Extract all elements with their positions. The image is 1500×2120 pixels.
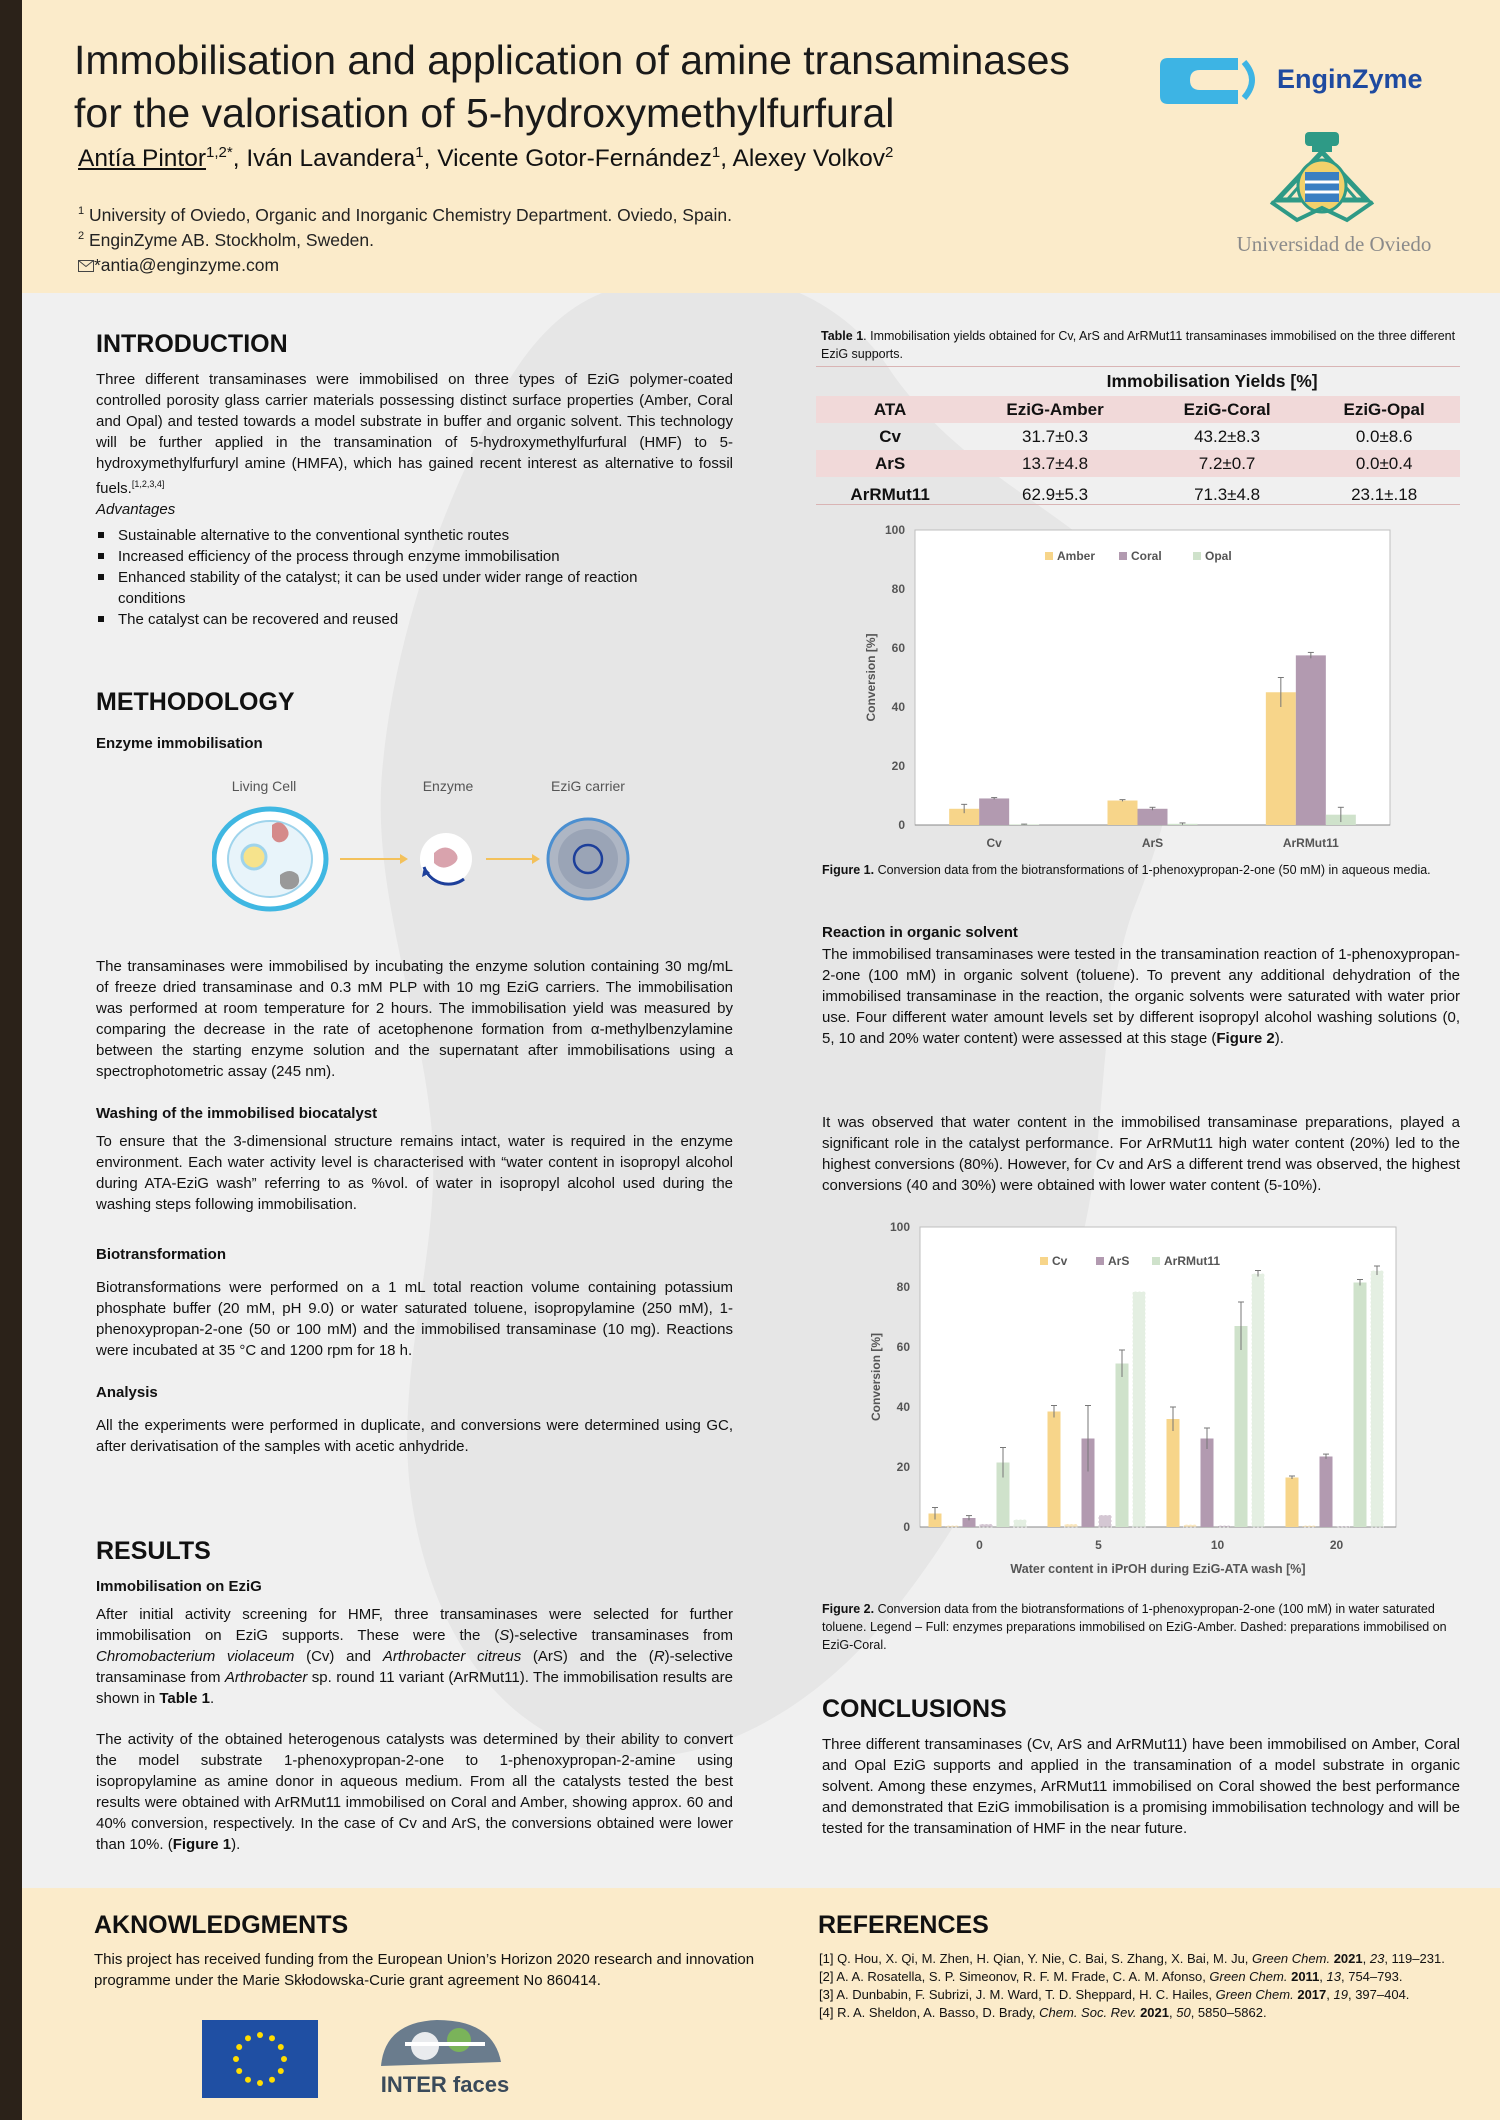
y-tick-label: 40	[896, 1400, 910, 1414]
y-tick-label: 80	[896, 1280, 910, 1294]
legend-swatch	[1040, 1257, 1048, 1265]
immobilisation-scheme	[212, 775, 662, 915]
y-tick-label: 0	[898, 818, 905, 832]
enginzyme-logo-text: EnginZyme	[1277, 64, 1423, 94]
bar-cv-amber	[1286, 1478, 1299, 1528]
eziG-carrier-icon	[548, 819, 628, 899]
legend-label: ArRMut11	[1164, 1254, 1221, 1268]
organic-paragraph-2: It was observed that water content in the immobilised transaminase preparations, played a significant role in the catalyst performance. For ArRMut11 high water content (20%) led to the highest conversions (80%). However, for Cv and ArS a different trend was observed, the highest conversions (40 and 30%) were obtained with lower water content (5-10%).	[822, 1114, 1460, 1194]
legend-swatch	[1193, 552, 1201, 560]
bar-arrmut11-amber	[1116, 1364, 1129, 1528]
list-item: The catalyst can be recovered and reused	[96, 609, 696, 630]
eu-flag-icon	[202, 2020, 318, 2098]
bar-coral	[1138, 809, 1168, 825]
scheme-label-eziG-carrier: EziG carrier	[551, 778, 625, 794]
author-name: Iván Lavandera	[246, 145, 416, 173]
immobilisation-text: The transaminases were immobilised by incubating the enzyme solution containing 30 mg/mL of freeze dried transaminase and 0.3 mM PLP with 10 mg EziG carriers. The immobilisation was performed at room temperature for 2 hours. The immobilisation yield was measured by comparing the decrease in the rate of acetophenone formation from α-methylbenzylamine between the starting enzyme solution and the supernatant after immobilisations using a spectrophotometric assay (245 nm).	[96, 958, 733, 1080]
bar-arrmut11-coral	[1252, 1274, 1265, 1528]
author-name: Antía Pintor	[78, 145, 207, 173]
bar-cv-coral	[1065, 1524, 1078, 1527]
legend-label: Amber	[1057, 549, 1096, 563]
y-tick-label: 0	[903, 1520, 910, 1534]
reference-item: [2] A. A. Rosatella, S. P. Simeonov, R. F. M. Frade, C. A. M. Afonso, Green Chem. 2011, 13, 754–793.	[819, 1969, 1403, 1984]
author-name: Vicente Gotor-Fernández	[437, 145, 712, 173]
legend-swatch	[1119, 552, 1127, 560]
legend-label: Opal	[1205, 549, 1232, 563]
methodology-heading: METHODOLOGY	[96, 688, 295, 716]
bar-amber	[1108, 801, 1138, 825]
legend-swatch	[1096, 1257, 1104, 1265]
y-tick-label: 40	[891, 700, 905, 714]
eu-star	[245, 2077, 251, 2083]
washing-text: To ensure that the 3-dimensional structure remains intact, water is required in the enzyme environment. Each water activity level is characterised with “water content in isopropyl alcohol during ATA-EziG wash” referring to as %vol. of water in isopropyl alcohol used during the washing steps following immobilisation.	[96, 1133, 733, 1213]
legend-swatch	[1152, 1257, 1160, 1265]
bar-arrmut11-coral	[1371, 1271, 1384, 1528]
author-affiliation-mark: 1	[711, 144, 721, 161]
y-tick-label: 20	[891, 759, 905, 773]
bar-amber	[1266, 692, 1296, 825]
title-line-2: for the valorisation of 5-hydroxymethylfurfural	[74, 90, 895, 136]
bar-arrmut11-amber	[1235, 1326, 1248, 1527]
scheme-label-living-cell: Living Cell	[231, 778, 297, 794]
author-affiliation-mark: 2	[885, 144, 894, 161]
bar-cv-coral	[1184, 1525, 1197, 1527]
bar-ars-coral	[1218, 1526, 1231, 1528]
biotransformation-heading: Biotransformation	[96, 1246, 227, 1263]
eu-star	[269, 2035, 275, 2041]
results-heading: RESULTS	[96, 1537, 211, 1565]
legend-label: Cv	[1052, 1254, 1068, 1268]
references-list	[819, 1950, 1499, 2022]
biotransformation-text: Biotransformations were performed on a 1 mL total reaction volume containing potassium phosphate buffer (20 mM, pH 9.0) or water saturated toluene, isopropylamine (250 mM), 1-phenoxypropan-2-one (50 or 100 mM) and the immobilised transaminase (10 mg). Reactions were incubated at 35 °C and 1200 rpm for 18 h.	[96, 1279, 733, 1359]
author-name: Alexey Volkov	[732, 145, 886, 173]
y-axis-label: Conversion [%]	[864, 633, 878, 722]
bar-ars-coral	[980, 1524, 993, 1527]
table1-col-opal: EziG-Opal	[1308, 396, 1460, 423]
conclusions-heading: CONCLUSIONS	[822, 1695, 1007, 1723]
acknowledgments-text: This project has received funding from the European Union’s Horizon 2020 research and innovation programme under the Marie Skłodowska-Curie grant agreement No 860414.	[94, 1951, 755, 1989]
table1-bottom-rule	[816, 504, 1460, 505]
analysis-heading: Analysis	[96, 1384, 158, 1401]
table1-caption: Table 1. Immobilisation yields obtained for Cv, ArS and ArRMut11 transaminases immobilised on the three different EziG supports.	[821, 329, 1456, 361]
eu-star	[257, 2080, 263, 2086]
interfaces-logo-text: INTER faces	[380, 2072, 510, 2097]
x-tick-label: Cv	[986, 836, 1002, 850]
figure1-bar-chart	[850, 520, 1410, 860]
table-row: Cv 31.7±0.3 43.2±8.3 0.0±8.6	[879, 426, 1413, 446]
y-tick-label: 20	[896, 1460, 910, 1474]
table-row: ArS 13.7±4.8 7.2±0.7 0.0±0.4	[816, 450, 1460, 477]
reference-item: [4] R. A. Sheldon, A. Basso, D. Brady, Chem. Soc. Rev. 2021, 50, 5850–5862.	[819, 2005, 1267, 2020]
affiliation-1: $^1$ University of Oviedo, Organic and Inorganic Chemistry Department. Oviedo, Spain.	[78, 205, 732, 225]
advantages-label: Advantages	[96, 501, 176, 518]
university-logo-text: Universidad de Oviedo	[1236, 232, 1432, 256]
eu-star	[245, 2035, 251, 2041]
bar-ars-amber	[1201, 1439, 1214, 1528]
figure2-caption: Figure 2. Conversion data from the biotransformations of 1-phenoxypropan-2-one (100 mM) in water saturated toluene. Legend – Full: enzymes preparations immobilised on EziG-Amber. Dashed: preparations immobilised on EziG-Coral.	[822, 1602, 1447, 1652]
list-item: Sustainable alternative to the conventional synthetic routes	[96, 525, 696, 546]
legend-swatch	[1045, 552, 1053, 560]
envelope-icon	[78, 260, 94, 272]
results-paragraph-1: After initial activity screening for HMF, three transaminases were selected for further immobilisation on EziG supports. These were the (S)-selective transaminases from Chromobacterium violaceum (Cv) and Arthrobacter citreus (ArS) and the (R)-selective transaminase from Arthrobacter sp. round 11 variant (ArRMut11). The immobilisation results are shown in Table 1.	[96, 1606, 734, 1707]
living-cell-icon	[214, 809, 326, 909]
table1-col-ata: ATA	[816, 396, 964, 423]
figure1-caption: Figure 1. Conversion data from the biotransformations of 1-phenoxypropan-2-one (50 mM) in aqueous media.	[822, 863, 1431, 877]
eu-star	[278, 2044, 284, 2050]
advantages-list	[96, 525, 696, 630]
bar-arrmut11-coral	[1133, 1292, 1146, 1528]
eu-star	[269, 2077, 275, 2083]
university-crest-icon	[1257, 130, 1387, 230]
author-affiliation-mark: 1	[415, 144, 424, 161]
acknowledgments-heading: AKNOWLEDGMENTS	[94, 1911, 349, 1939]
bar-coral	[979, 798, 1009, 825]
figure2-bar-chart	[850, 1215, 1410, 1585]
left-accent-bar	[0, 0, 22, 2120]
author-list: Antía Pintor$^{1,2*}$, Iván Lavandera$^1$, Vicente Gotor-Fernández$^1$, Alexey Volkov$^2$	[78, 144, 894, 173]
bar-ars-coral	[1337, 1526, 1350, 1527]
washing-heading: Washing of the immobilised biocatalyst	[96, 1105, 378, 1122]
bar-arrmut11-coral	[1014, 1520, 1027, 1528]
conclusions-text: Three different transaminases (Cv, ArS and ArRMut11) have been immobilised on Amber, Coral and Opal EziG supports and applied in the transamination of a model substrate in organic solvent. Among these enzymes, ArRMut11 immobilised on Coral showed the best performance and demonstrated that EziG immobilisation is a promising immobilisation technology and will be tested for the transamination of HMF in the near future.	[822, 1736, 1460, 1837]
table1-col-amber: EziG-Amber	[964, 396, 1146, 423]
author-affiliation-mark: 1,2*	[206, 144, 233, 161]
y-tick-label: 60	[896, 1340, 910, 1354]
eu-star	[233, 2056, 239, 2062]
x-axis-label: Water content in iPrOH during EziG-ATA wash [%]	[1010, 1562, 1306, 1576]
list-item: Increased efficiency of the process through enzyme immobilisation	[96, 546, 696, 567]
x-tick-label: 20	[1329, 1538, 1344, 1552]
eu-star	[257, 2032, 263, 2038]
interfaces-logo-icon	[375, 2016, 515, 2100]
x-tick-label: ArRMut11	[1282, 836, 1339, 850]
organic-solvent-heading: Reaction in organic solvent	[822, 924, 1018, 941]
immobilisation-yields-table	[816, 366, 1460, 513]
y-tick-label: 60	[891, 641, 905, 655]
x-tick-label: 0	[976, 1538, 983, 1552]
poster-title	[74, 34, 1074, 140]
enginzyme-logo-icon	[1160, 52, 1270, 112]
organic-paragraph-1: The immobilised transaminases were tested in the transamination reaction of 1-phenoxypropan-2-one (100 mM) in organic solvent (toluene). To prevent any additional dehydration of the immobilised transaminase in the reaction, the organic solvents were saturated with water prior use. Four different water amount levels set by different isopropyl alcohol washing solutions (0, 5, 10 and 20% water content) were assessed at this stage (Figure 2).	[822, 946, 1460, 1047]
table-row: ArRMut11 62.9±5.3 71.3±4.8 23.1±.18	[850, 485, 1418, 504]
bar-ars-coral	[1099, 1515, 1112, 1527]
poster-footer	[22, 1888, 1500, 2120]
bar-cv-amber	[1048, 1412, 1061, 1528]
analysis-text: All the experiments were performed in duplicate, and conversions were determined using GC, after derivatisation of the samples with acetic anhydride.	[96, 1417, 733, 1455]
x-tick-label: 5	[1095, 1538, 1102, 1552]
legend-label: ArS	[1108, 1254, 1130, 1268]
y-axis-label: Conversion [%]	[869, 1332, 883, 1422]
y-tick-label: 100	[889, 1220, 910, 1234]
list-item: Enhanced stability of the catalyst; it can be used under wider range of reaction conditions	[96, 567, 696, 609]
bar-cv-coral	[1303, 1526, 1316, 1528]
eu-star	[236, 2044, 242, 2050]
introduction-heading: INTRODUCTION	[96, 330, 288, 358]
bar-arrmut11-amber	[1354, 1283, 1367, 1528]
immobilisation-on-eziG-heading: Immobilisation on EziG	[96, 1578, 262, 1595]
x-tick-label: ArS	[1141, 836, 1164, 850]
eu-star	[278, 2068, 284, 2074]
references-heading: REFERENCES	[818, 1911, 989, 1939]
scheme-label-enzyme: Enzyme	[422, 778, 474, 794]
table1-group-header: Immobilisation Yields [%]	[1106, 370, 1318, 391]
reference-item: [3] A. Dunbabin, F. Subrizi, J. M. Ward, T. D. Sheppard, H. C. Hailes, Green Chem. 2017, 19, 397–404.	[819, 1987, 1410, 2002]
y-tick-label: 100	[884, 523, 905, 537]
bar-ars-amber	[1320, 1457, 1333, 1528]
poster-header	[22, 0, 1500, 293]
bar-cv-amber	[1167, 1419, 1180, 1527]
introduction-text: Three different transaminases were immobilised on three types of EziG polymer-coated controlled porosity glass carrier materials possessing distinct surface properties (Amber, Coral and Opal) and tested towards a model substrate in buffer and organic solvent. This technology will be further applied in the transamination of 5-hydroxymethylfurfural (HMF) to 5-hydroxymethylfurfuryl amine (HMFA), which has gained recent interest as alternative to fossil fuels.[1,2,3,4]	[96, 371, 733, 497]
table1-col-coral: EziG-Coral	[1146, 396, 1308, 423]
title-line-1: Immobilisation and application of amine transaminases	[74, 37, 1070, 83]
bar-coral	[1296, 655, 1326, 825]
x-tick-label: 10	[1210, 1538, 1225, 1552]
email-line: *antia@enginzyme.com	[78, 255, 279, 276]
enzyme-immobilisation-heading: Enzyme immobilisation	[96, 735, 263, 752]
affiliation-2: $^2$ EnginZyme AB. Stockholm, Sweden.	[78, 230, 374, 250]
results-paragraph-2: The activity of the obtained heterogenous catalysts was determined by their ability to convert the model substrate 1-phenoxypropan-2-one to 1-phenoxypropan-2-amine using isopropylamine as amine donor in aqueous medium. From all the catalysts tested the best results were obtained with ArRMut11 immobilised on Coral and Amber, showing approx. 60 and 40% conversion, respectively. In the case of Cv and ArS, the conversions obtained were lower than 10%. (Figure 1).	[96, 1731, 733, 1853]
legend-label: Coral	[1131, 549, 1162, 563]
reference-item: [1] Q. Hou, X. Qi, M. Zhen, H. Qian, Y. Nie, C. Bai, S. Zhang, X. Bai, M. Ju, Green Chem. 2021, 23, 119–231.	[819, 1951, 1445, 1966]
y-tick-label: 80	[891, 582, 905, 596]
bar-cv-coral	[946, 1526, 959, 1528]
eu-star	[236, 2068, 242, 2074]
eu-star	[281, 2056, 287, 2062]
enzyme-icon	[420, 833, 472, 885]
